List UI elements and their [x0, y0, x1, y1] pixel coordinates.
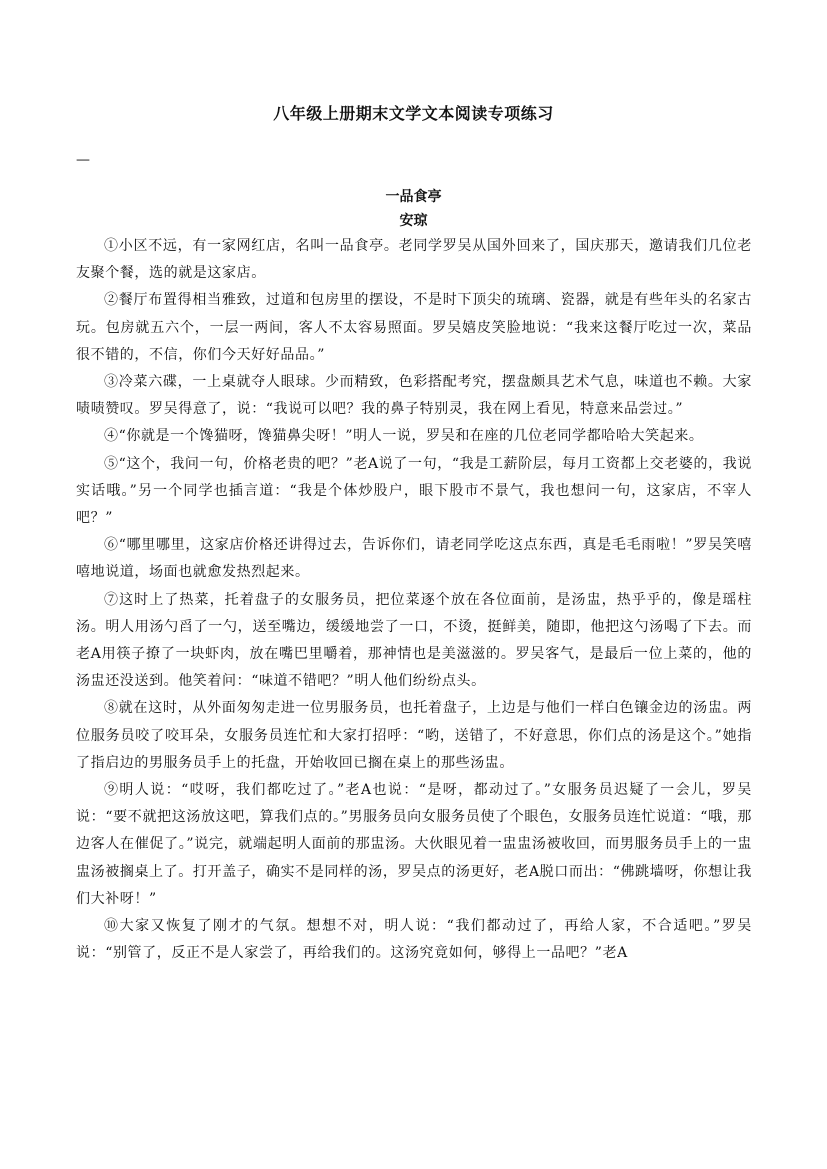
paragraph-5: ⑤“这个，我问一句，价格老贵的吧？”老A说了一句，“我是工薪阶层，每月工资都上交老婆的，我说实话哦。”另一个同学也插言道：“我是个体炒股户，眼下股市不景气，我也想问一句，这家店，不宰人吧？”	[76, 455, 752, 527]
story-body	[76, 233, 752, 967]
paragraph-3: ③冷菜六碟，一上桌就夺人眼球。少而精致，色彩搭配考究，摆盘颇具艺术气息，味道也不赖。大家啧啧赞叹。罗吴得意了，说：“我说可以吧？我的鼻子特别灵，我在网上看见，特意来品尝过。”	[76, 374, 752, 418]
paragraph-7: ⑦这时上了热菜，托着盘子的女服务员，把位菜逐个放在各位面前，是汤盅，热乎乎的，像是瑶柱汤。明人用汤勺舀了一勺，送至嘴边，缓缓地尝了一口，不烫，挺鲜美，随即，他把这勺汤喝了下去。而老A用筷子撩了一块虾肉，放在嘴巴里嚼着，那神情也是美滋滋的。罗吴客气，是最后一位上菜的，他的汤盅还没送到。他笑着问：“味道不错吧？”明人他们纷纷点头。	[76, 591, 752, 690]
paragraph-6: ⑥“哪里哪里，这家店价格还讲得过去，告诉你们，请老同学吃这点东西，真是毛毛雨啦！”罗吴笑嘻嘻地说道，场面也就愈发热烈起来。	[76, 537, 752, 581]
paragraph-8: ⑧就在这时，从外面匆匆走进一位男服务员，也托着盘子，上边是与他们一样白色镶金边的汤盅。两位服务员咬了咬耳朵，女服务员连忙和大家打招呼：“哟，送错了，不好意思，你们点的汤是这个。”她指了指启边的男服务员手上的托盘，开始收回已搁在桌上的那些汤盅。	[76, 700, 752, 771]
paragraph-1: ①小区不远，有一家网红店，名叫一品食亭。老同学罗吴从国外回来了，国庆那天，邀请我们几位老友聚个餐，选的就是这家店。	[76, 238, 752, 282]
paragraph-2: ②餐厅布置得相当雅致，过道和包房里的摆设，不是时下顶尖的琉璃、瓷器，就是有些年头的名家古玩。包房就五六个，一层一两间，客人不太容易照面。罗吴嬉皮笑脸地说：“我来这餐厅吃过一次，菜品很不错的，不信，你们今天好好品品。”	[76, 292, 752, 363]
section-number: —	[76, 152, 90, 168]
paragraph-10: ⑩大家又恢复了刚才的气氛。想想不对，明人说：“我们都动过了，再给人家，不合适吧。”罗吴说：“别管了，反正不是人家尝了，再给我们的。这汤究竟如何，够得上一品吧？”老A	[76, 918, 752, 962]
document-title: 八年级上册期末文学文本阅读专项练习	[273, 104, 554, 123]
paragraph-4: ④“你就是一个馋猫呀，馋猫鼻尖呀！”明人一说，罗吴和在座的几位老同学都哈哈大笑起来。	[104, 428, 704, 445]
story-author: 安琼	[399, 213, 428, 229]
paragraph-9: ⑨明人说：“哎呀，我们都吃过了。”老A也说：“是呀，都动过了。”女服务员迟疑了一会儿，罗吴说：“要不就把这汤放这吧，算我们点的。”男服务员向女服务员使了个眼色，女服务员连忙说道：“哦，那边客人在催促了。”说完，就端起明人面前的那盅汤。大伙眼见着一盅盅汤被收回，而男服务员手上的一盅盅汤被搁桌上了。打开盖子，确实不是同样的汤，罗吴点的汤更好，老A脱口而出：“佛跳墙呀，你想让我们大补呀！”	[76, 782, 752, 907]
story-title: 一品食亭	[385, 189, 442, 205]
